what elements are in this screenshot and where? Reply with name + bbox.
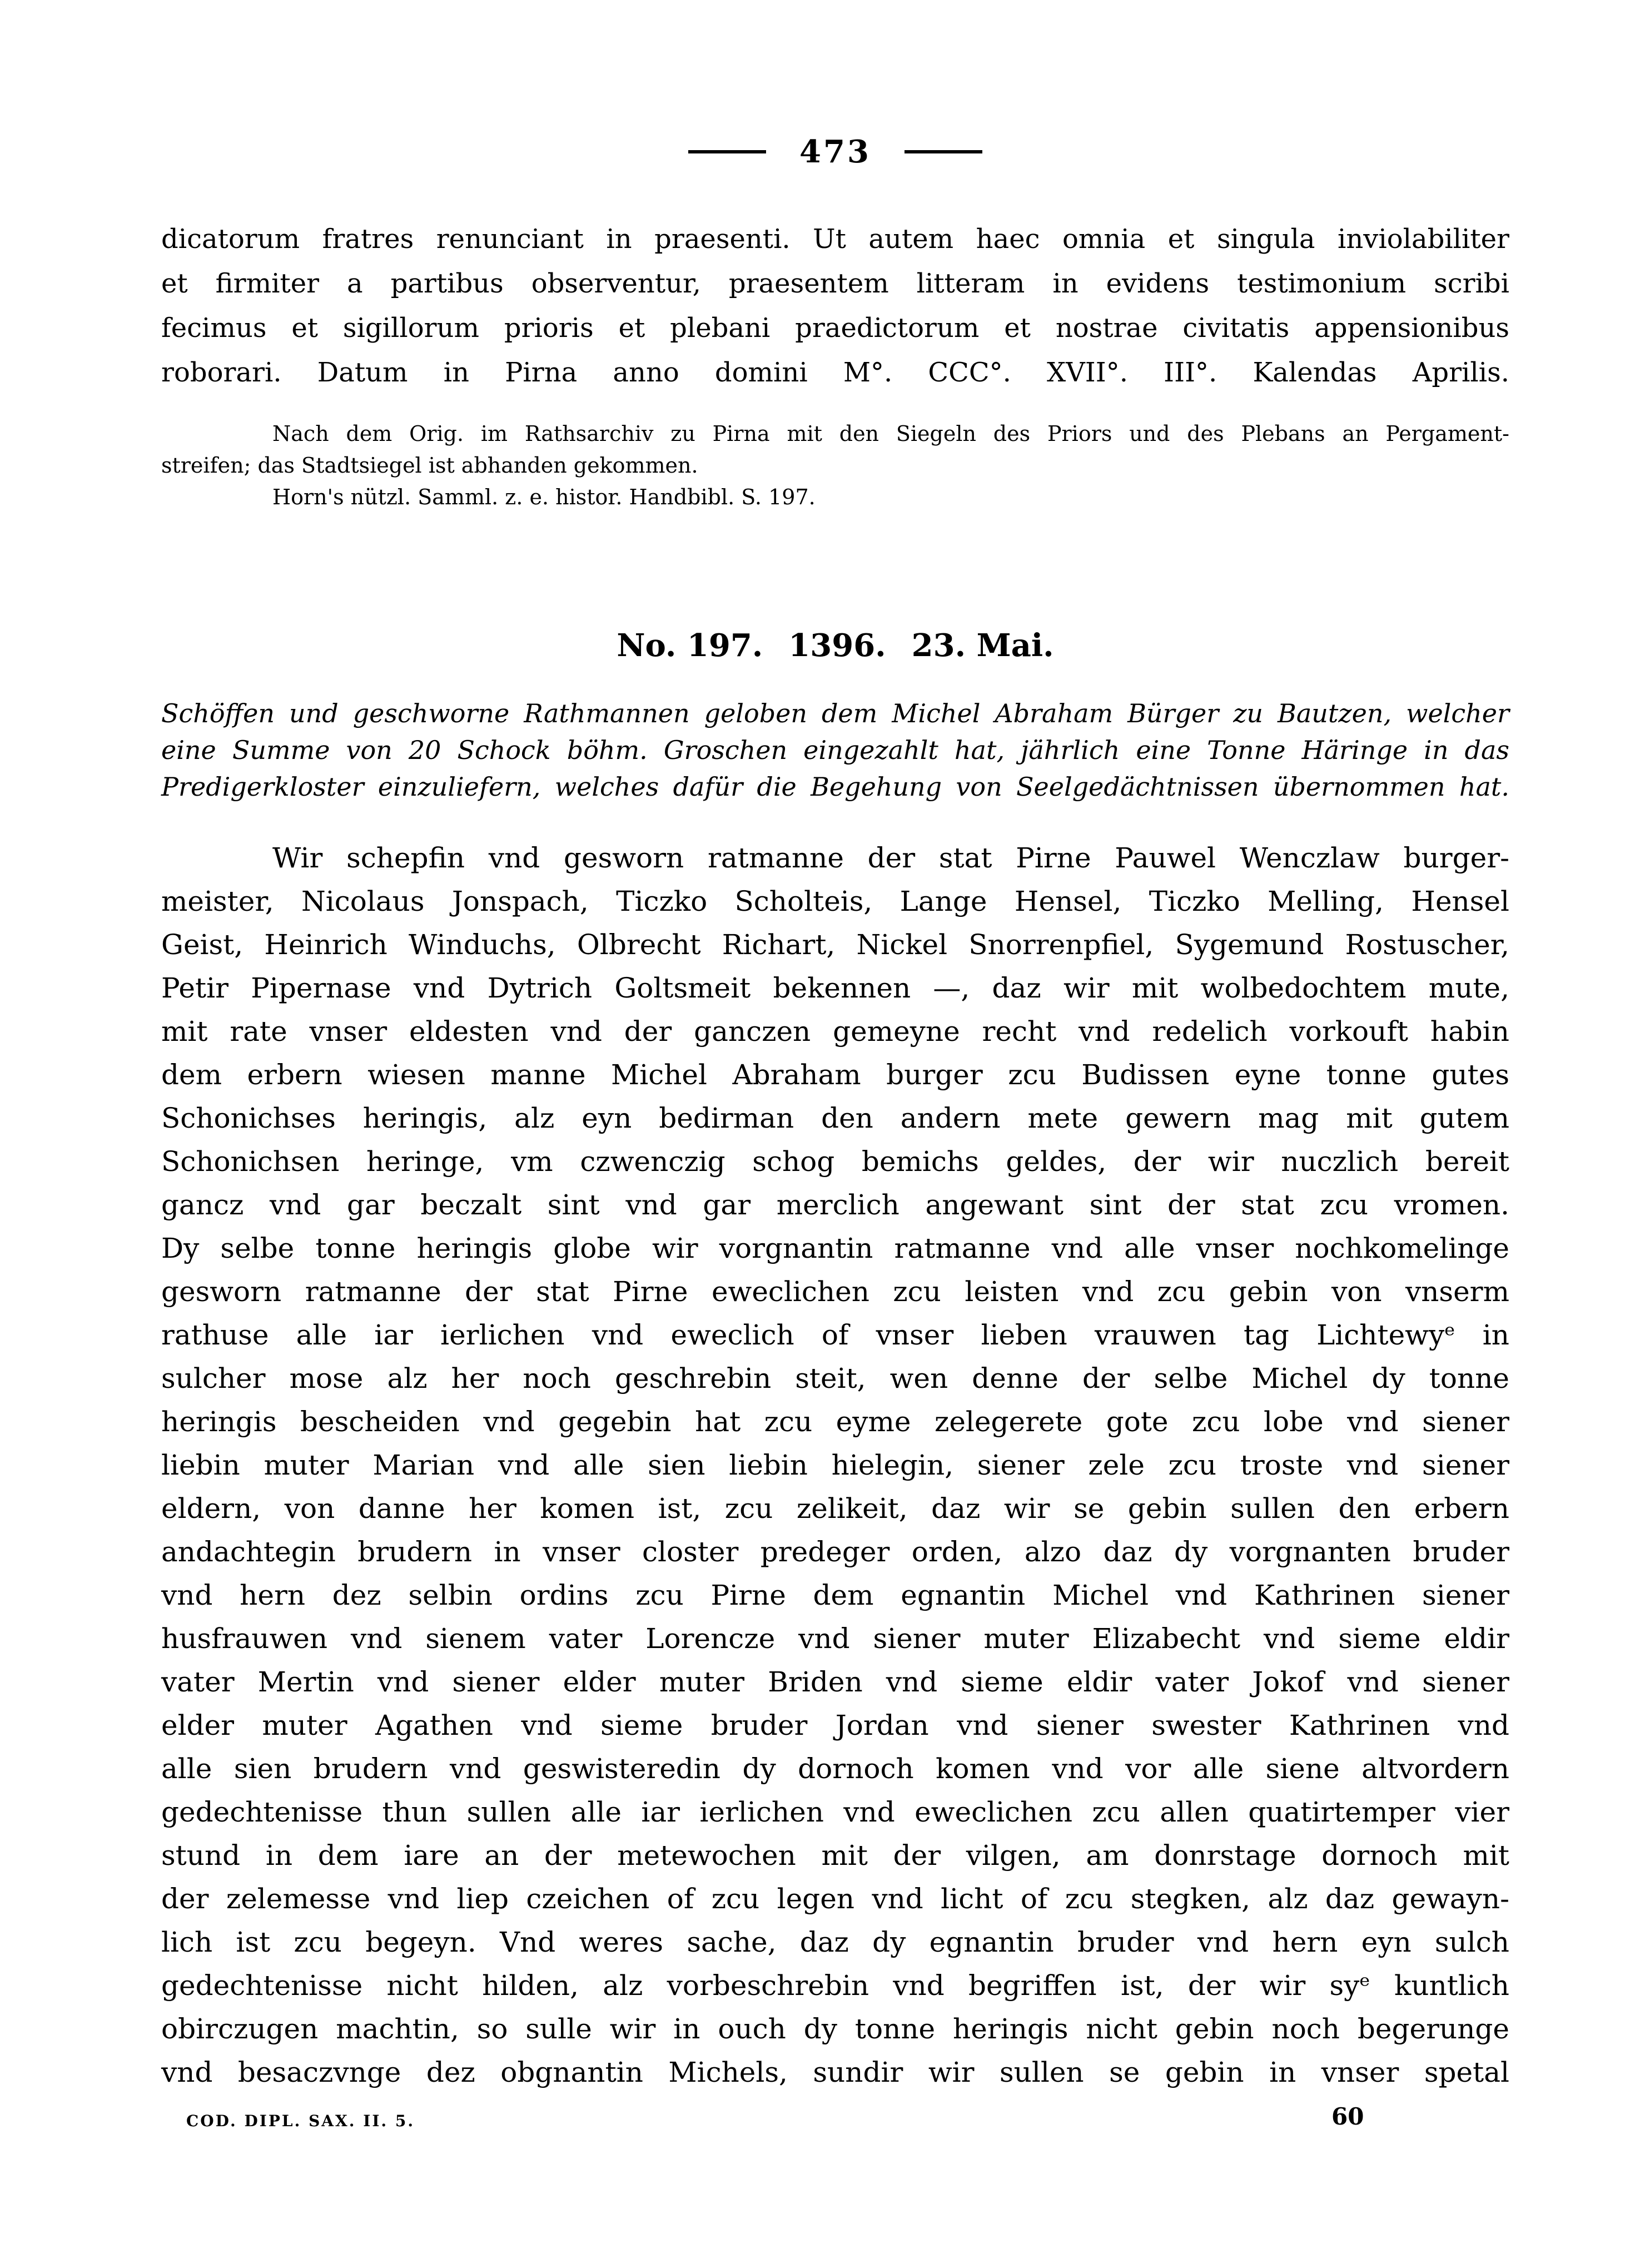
provenance-notes — [161, 418, 1509, 513]
regest-line: Predigerkloster einzuliefern, welches dafür die Begehung von Seelgedächtnissen übernommen hat. — [161, 772, 1509, 802]
footer-series-title: COD. DIPL. SAX. II. 5. — [186, 2112, 415, 2130]
body-line: husfrauwen vnd sienem vater Lorencze vnd siener muter Elizabecht vnd sieme eldir — [161, 1622, 1509, 1655]
body-line: Schonichsen heringe, vm czwenczig schog bemichs geldes, der wir nuczlich bereit — [161, 1145, 1509, 1178]
doc-body-paragraph — [161, 836, 1509, 2094]
body-line: mit rate vnser eldesten vnd der ganczen gemeyne recht vnd redelich vorkouft habin — [161, 1015, 1509, 1048]
body-line: obirczugen machtin, so sulle wir in ouch dy tonne heringis nicht gebin noch begerunge — [161, 2013, 1509, 2045]
page-header — [161, 133, 1509, 170]
regest-paragraph — [161, 695, 1509, 805]
latin-line: et firmiter a partibus observentur, praesentem litteram in evidens testimonium scribi — [161, 268, 1509, 299]
body-line: vnd besaczvnge dez obgnantin Michels, sundir wir sullen se gebin in vnser spetal — [161, 2056, 1509, 2088]
body-line: sulcher mose alz her noch geschrebin steit, wen denne der selbe Michel dy tonne — [161, 1362, 1509, 1394]
provenance-note-line: Nach dem Orig. im Rathsarchiv zu Pirna mit den Siegeln des Priors und des Plebans an Pergament- — [272, 421, 1509, 446]
latin-line: dicatorum fratres renunciant in praesenti. Ut autem haec omnia et singula inviolabiliter — [161, 224, 1509, 255]
body-line: Schonichses heringis, alz eyn bedirman den andern mete gewern mag mit gutem — [161, 1102, 1509, 1134]
body-line: gedechtenisse nicht hilden, alz vorbeschrebin vnd begriffen ist, der wir syᵉ kuntlich — [161, 1969, 1509, 2002]
body-line: meister, Nicolaus Jonspach, Ticzko Scholteis, Lange Hensel, Ticzko Melling, Hensel — [161, 885, 1509, 917]
body-line: gesworn ratmanne der stat Pirne eweclichen zcu leisten vnd zcu gebin von vnserm — [161, 1276, 1509, 1308]
body-line: elder muter Agathen vnd sieme bruder Jordan vnd siener swester Kathrinen vnd — [161, 1709, 1509, 1741]
latin-continuation-paragraph — [161, 217, 1509, 395]
body-line: eldern, von danne her komen ist, zcu zelikeit, daz wir se gebin sullen den erbern — [161, 1492, 1509, 1525]
footer-sheet-number: 60 — [1331, 2103, 1364, 2130]
header-rule-right — [904, 150, 982, 153]
provenance-note-line: streifen; das Stadtsiegel ist abhanden gekommen. — [161, 453, 698, 478]
body-line: rathuse alle iar ierlichen vnd eweclich of vnser lieben vrauwen tag Lichtewyᵉ in — [161, 1319, 1509, 1351]
latin-line: fecimus et sigillorum prioris et plebani praedictorum et nostrae civitatis appensionibus — [161, 312, 1509, 344]
body-line: lich ist zcu begeyn. Vnd weres sache, daz dy egnantin bruder vnd hern eyn sulch — [161, 1926, 1509, 1958]
body-line: Petir Pipernase vnd Dytrich Goltsmeit bekennen —, daz wir mit wolbedochtem mute, — [161, 972, 1509, 1004]
body-line: gedechtenisse thun sullen alle iar ierlichen vnd eweclichen zcu allen quatirtemper vier — [161, 1796, 1509, 1828]
body-line: dem erbern wiesen manne Michel Abraham burger zcu Budissen eyne tonne gutes — [161, 1059, 1509, 1091]
doc-heading — [161, 627, 1509, 664]
body-line: der zelemesse vnd liep czeichen of zcu legen vnd licht of zcu stegken, alz daz gewayn- — [161, 1883, 1509, 1915]
doc-year: 1396. — [788, 627, 886, 664]
body-line: heringis bescheiden vnd gegebin hat zcu eyme zelegerete gote zcu lobe vnd siener — [161, 1406, 1509, 1438]
body-line: Geist, Heinrich Winduchs, Olbrecht Richart, Nickel Snorrenpfiel, Sygemund Rostuscher, — [161, 929, 1509, 961]
body-line: stund in dem iare an der metewochen mit der vilgen, am donrstage dornoch mit — [161, 1839, 1509, 1872]
body-line: liebin muter Marian vnd alle sien liebin hielegin, siener zele zcu troste vnd siener — [161, 1449, 1509, 1481]
regest-line: Schöffen und geschworne Rathmannen geloben dem Michel Abraham Bürger zu Bautzen, welcher — [161, 698, 1509, 728]
body-line: alle sien brudern vnd geswisteredin dy dornoch komen vnd vor alle siene altvordern — [161, 1753, 1509, 1785]
doc-number: No. 197. — [617, 627, 763, 664]
body-line: vater Mertin vnd siener elder muter Briden vnd sieme eldir vater Jokof vnd siener — [161, 1666, 1509, 1698]
body-line: gancz vnd gar beczalt sint vnd gar merclich angewant sint der stat zcu vromen. — [161, 1189, 1509, 1221]
page-number: 473 — [799, 133, 871, 170]
reference-line: Horn's nützl. Samml. z. e. histor. Handbibl. S. 197. — [272, 485, 816, 509]
header-rule-left — [688, 150, 766, 153]
doc-date: 23. Mai. — [911, 627, 1054, 664]
regest-line: eine Summe von 20 Schock böhm. Groschen eingezahlt hat, jährlich eine Tonne Häringe in das — [161, 735, 1509, 765]
body-line: Dy selbe tonne heringis globe wir vorgnantin ratmanne vnd alle vnser nochkomelinge — [161, 1232, 1509, 1264]
latin-line: roborari. Datum in Pirna anno domini M°. CCC°. XVII°. III°. Kalendas Aprilis. — [161, 357, 1509, 388]
body-line: andachtegin brudern in vnser closter predeger orden, alzo daz dy vorgnanten bruder — [161, 1536, 1509, 1568]
body-line: vnd hern dez selbin ordins zcu Pirne dem egnantin Michel vnd Kathrinen siener — [161, 1579, 1509, 1611]
body-line: Wir schepfin vnd gesworn ratmanne der stat Pirne Pauwel Wenczlaw burger- — [272, 842, 1509, 874]
